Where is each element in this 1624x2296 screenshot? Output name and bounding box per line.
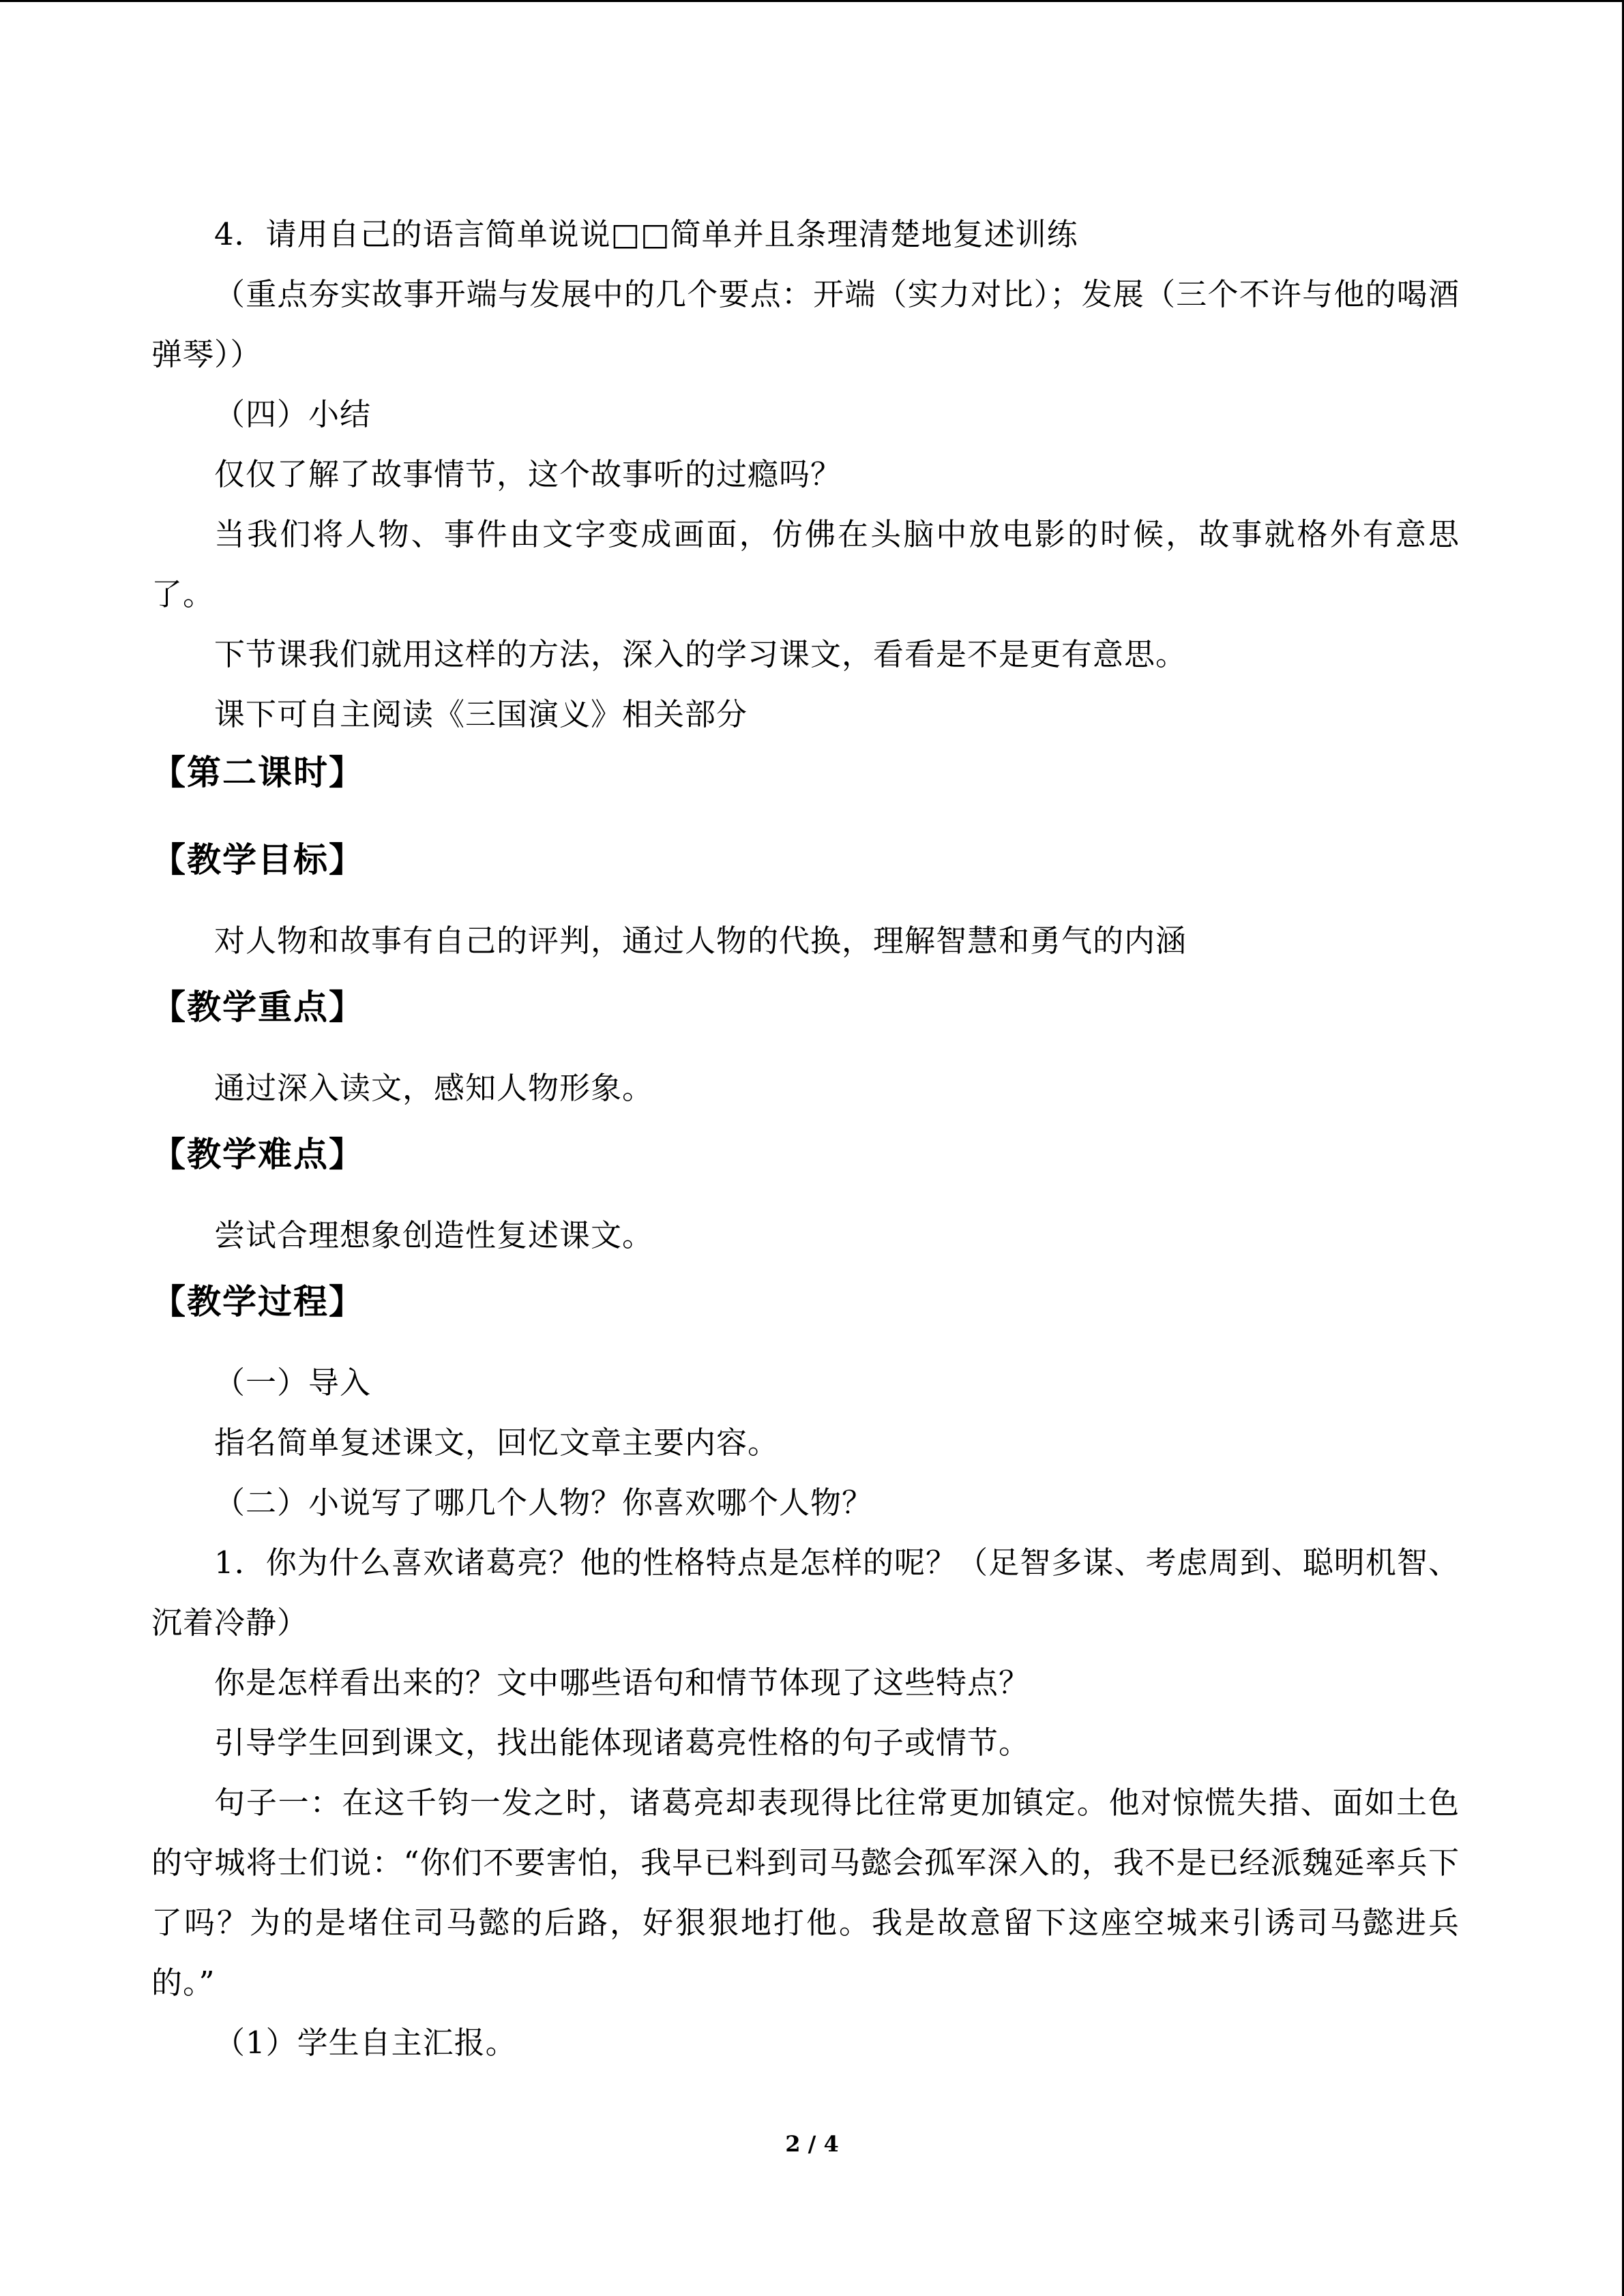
heading-teaching-goals: 【教学目标】 [151, 840, 364, 880]
paragraph-teaching-difficulty: 尝试合理想象创造性复述课文。 [214, 1217, 654, 1253]
paragraph-introduction-label: （一）导入 [214, 1365, 372, 1401]
document-page [151, 205, 1460, 2073]
paragraph-key-points: （重点夯实故事开端与发展中的几个要点：开端（实力对比）；发展（三个不许与他的喝酒弹琴）） [151, 276, 1460, 372]
paragraph-question: 仅仅了解了故事情节，这个故事听的过瘾吗？ [214, 456, 842, 492]
page-number: 2 / 4 [785, 2131, 839, 2157]
paragraph-next-lesson: 下节课我们就用这样的方法，深入的学习课文，看看是不是更有意思。 [214, 636, 1187, 672]
paragraph-characters-question: （二）小说写了哪几个人物？你喜欢哪个人物？ [214, 1485, 874, 1521]
paragraph-student-report: （1）学生自主汇报。 [214, 2025, 517, 2061]
paragraph-guide-students: 引导学生回到课文，找出能体现诸葛亮性格的句子或情节。 [214, 1725, 1031, 1761]
paragraph-how-to-tell: 你是怎样看出来的？文中哪些语句和情节体现了这些特点？ [214, 1665, 1031, 1701]
paragraph-reading-assignment: 课下可自主阅读《三国演义》相关部分 [214, 696, 748, 732]
heading-second-lesson: 【第二课时】 [151, 753, 364, 792]
paragraph-zhuge-liang-traits: 1．你为什么喜欢诸葛亮？他的性格特点是怎样的呢？（足智多谋、考虑周到、聪明机智、沉着冷静） [151, 1545, 1460, 1641]
paragraph-summary-label: （四）小结 [214, 396, 372, 432]
top-border-line [0, 0, 1624, 2]
heading-teaching-focus: 【教学重点】 [151, 987, 364, 1027]
paragraph-retell-instruction: 4．请用自己的语言简单说说□□简单并且条理清楚地复述训练 [214, 216, 1078, 252]
paragraph-teaching-goals: 对人物和故事有自己的评判，通过人物的代换，理解智慧和勇气的内涵 [214, 923, 1187, 959]
paragraph-introduction: 指名简单复述课文，回忆文章主要内容。 [214, 1425, 780, 1461]
heading-teaching-process: 【教学过程】 [151, 1282, 364, 1322]
paragraph-movie-analogy: 当我们将人物、事件由文字变成画面，仿佛在头脑中放电影的时候，故事就格外有意思了。 [151, 516, 1460, 612]
paragraph-sentence-one: 句子一：在这千钧一发之时，诸葛亮却表现得比往常更加镇定。他对惊慌失措、面如土色的守城将士们说：“你们不要害怕，我早已料到司马懿会孤军深入的，我不是已经派魏延率兵下了吗？为的是堵住司马懿的后路，好狠狠地打他。我是故意留下这座空城来引诱司马懿进兵的。” [151, 1785, 1460, 2001]
heading-teaching-difficulty: 【教学难点】 [151, 1135, 364, 1174]
paragraph-teaching-focus: 通过深入读文，感知人物形象。 [214, 1070, 654, 1106]
